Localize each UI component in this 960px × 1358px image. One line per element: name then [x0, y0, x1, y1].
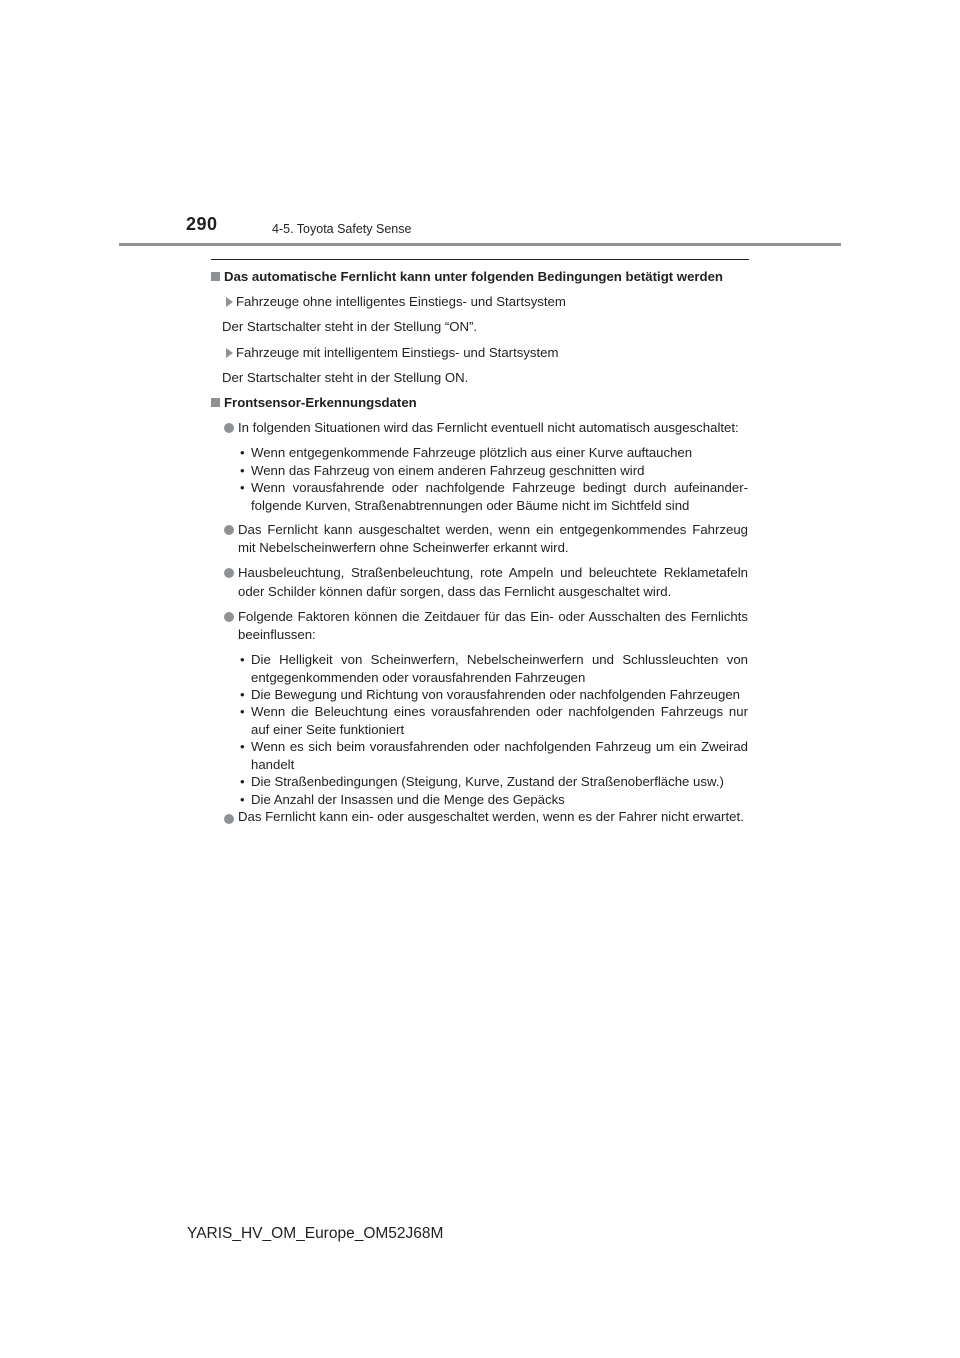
- list-item: • Die Straßenbedingungen (Steigung, Kurve, Zustand der Straßenoberfläche usw.): [240, 774, 724, 790]
- condition-item: Fahrzeuge mit intelligentem Einstiegs- und Startsystem: [211, 344, 748, 362]
- section-heading: Das automatische Fernlicht kann unter folgenden Bedingungen betätigt werden: [211, 268, 748, 286]
- circle-bullet-icon: [224, 423, 234, 433]
- triangle-arrow-icon: [226, 297, 233, 307]
- section-title: 4-5. Toyota Safety Sense: [272, 222, 412, 236]
- page-content: [211, 266, 748, 830]
- page-number: 290: [186, 214, 218, 234]
- triangle-arrow-icon: [226, 348, 233, 358]
- sub-list: [211, 444, 748, 514]
- info-paragraph: Das Fernlicht kann ein- oder ausgeschaltet werden, wenn es der Fahrer nicht erwartet.: [211, 810, 748, 824]
- list-item: • Wenn die Beleuchtung eines vorausfahrenden oder nachfolgenden Fahrzeugs nur auf einer Seite funktioniert: [240, 704, 748, 737]
- sub-list: [211, 651, 748, 808]
- list-item: • Wenn es sich beim vorausfahrenden oder nachfolgenden Fahrzeug um ein Zweirad handelt: [240, 739, 748, 772]
- info-paragraph: Hausbeleuchtung, Straßenbeleuchtung, rote Ampeln und beleuchtete Reklametafeln oder Schilder können dafür sorgen, dass das Fernlicht ausgeschaltet wird.: [211, 564, 748, 600]
- list-item: • Wenn entgegenkommende Fahrzeuge plötzlich aus einer Kurve auftauchen: [240, 445, 693, 461]
- circle-bullet-icon: [224, 814, 234, 824]
- condition-detail: Der Startschalter steht in der Stellung ON.: [222, 369, 469, 385]
- info-paragraph: Folgende Faktoren können die Zeitdauer für das Ein- oder Ausschalten des Fernlichts beeinflussen:: [211, 608, 748, 644]
- info-paragraph: Das Fernlicht kann ausgeschaltet werden, wenn ein entgegenkommendes Fahrzeug mit Nebelscheinwerfern ohne Scheinwerfer erkannt wird.: [211, 521, 748, 557]
- square-bullet-icon: [211, 398, 220, 407]
- content-divider: [211, 259, 749, 260]
- condition-item: Fahrzeuge ohne intelligentes Einstiegs- und Startsystem: [211, 293, 748, 311]
- list-item: • Die Anzahl der Insassen und die Menge des Gepäcks: [240, 791, 565, 807]
- info-paragraph: In folgenden Situationen wird das Fernlicht eventuell nicht automatisch ausgeschaltet:: [211, 419, 748, 437]
- list-item: • Wenn vorausfahrende oder nachfolgende Fahrzeuge bedingt durch aufeinanderfolgende Kurven, Straßenabtrennungen oder Bäume nicht im Sichtfeld sind: [240, 480, 748, 513]
- document-id: YARIS_HV_OM_Europe_OM52J68M: [187, 1225, 444, 1242]
- circle-bullet-icon: [224, 525, 234, 535]
- circle-bullet-icon: [224, 612, 234, 622]
- circle-bullet-icon: [224, 568, 234, 578]
- square-bullet-icon: [211, 272, 220, 281]
- header-divider: [119, 243, 841, 246]
- list-item: • Die Bewegung und Richtung von vorausfahrenden oder nachfolgenden Fahrzeugen: [240, 687, 741, 703]
- section-heading: Frontsensor-Erkennungsdaten: [211, 394, 748, 412]
- list-item: • Wenn das Fahrzeug von einem anderen Fahrzeug geschnitten wird: [240, 462, 645, 478]
- condition-detail: Der Startschalter steht in der Stellung “ON”.: [222, 319, 478, 335]
- list-item: • Die Helligkeit von Scheinwerfern, Nebelscheinwerfern und Schlussleuchten von entgegenkommenden oder vorausfahrenden Fahrzeugen: [240, 652, 748, 685]
